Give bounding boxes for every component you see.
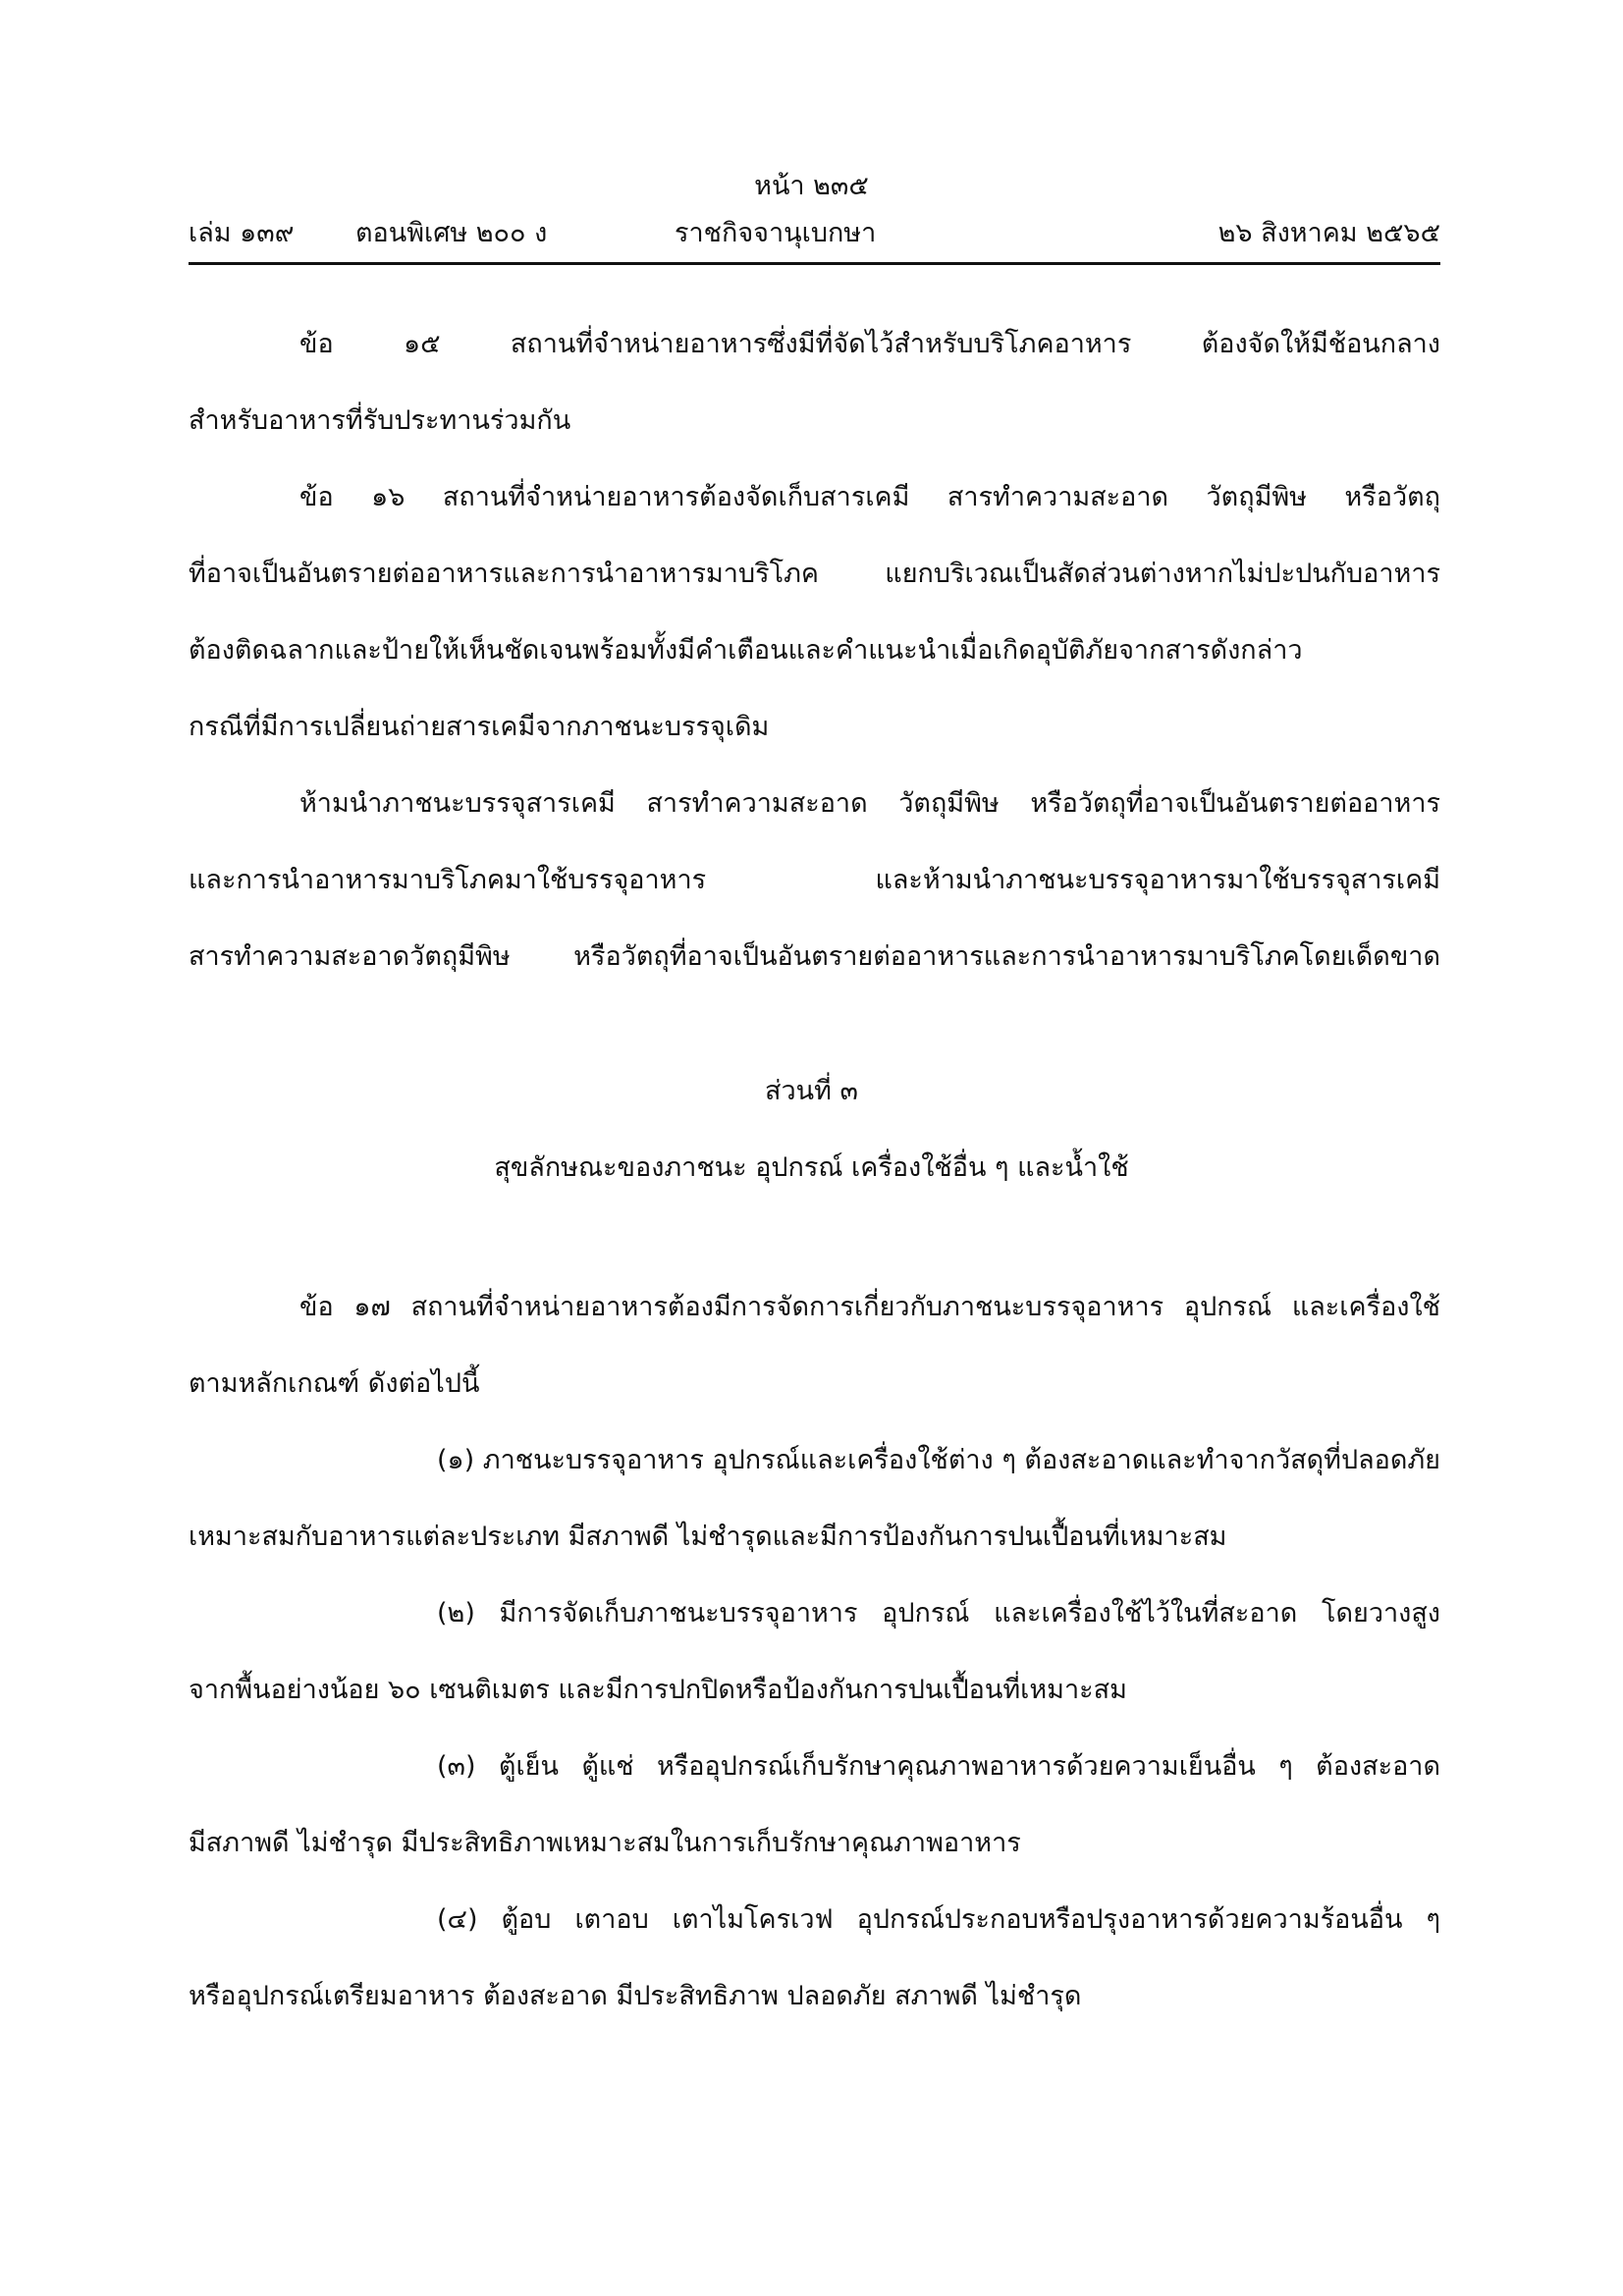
item-4-line-2: หรืออุปกรณ์เตรียมอาหาร ต้องสะอาด มีประสิทธิภาพ ปลอดภัย สภาพดี ไม่ชำรุด [189,1981,1082,2011]
page-number: หน้า ๒๓๕ [754,171,869,201]
item-1-line-2: เหมาะสมกับอาหารแต่ละประเภท มีสภาพดี ไม่ชำรุดและมีการป้องกันการปนเปื้อนที่เหมาะสม [189,1522,1227,1552]
volume-number: เล่ม ๑๓๙ [189,218,295,248]
running-header [189,214,1440,255]
section-number: ส่วนที่ ๓ [765,1076,858,1106]
section-title: สุขลักษณะของภาชนะ อุปกรณ์ เครื่องใช้อื่น ๆ และน้ำใช้ [494,1152,1129,1183]
clause-16-line-1: ข้อ ๑๖ สถานที่จำหน่ายอาหารต้องจัดเก็บสารเคมี สารทำความสะอาด วัตถุมีพิษ หรือวัตถุ [299,482,1440,512]
publication-date: ๒๖ สิงหาคม ๒๕๖๕ [1217,218,1440,248]
clause-17-line-2: ตามหลักเกณฑ์ ดังต่อไปนี้ [189,1368,480,1399]
item-3-line-1: (๓) ตู้เย็น ตู้แช่ หรืออุปกรณ์เก็บรักษาคุณภาพอาหารด้วยความเย็นอื่น ๆ ต้องสะอาด [437,1751,1440,1782]
header-rule [189,262,1440,265]
clause-16-line-4: กรณีที่มีการเปลี่ยนถ่ายสารเคมีจากภาชนะบรรจุเดิม [189,712,770,742]
item-1-line-1: (๑) ภาชนะบรรจุอาหาร อุปกรณ์และเครื่องใช้ต่าง ๆ ต้องสะอาดและทำจากวัสดุที่ปลอดภัย [437,1445,1440,1475]
item-3-line-2: มีสภาพดี ไม่ชำรุด มีประสิทธิภาพเหมาะสมในการเก็บรักษาคุณภาพอาหาร [189,1828,1021,1858]
clause-15-line-2: สำหรับอาหารที่รับประทานร่วมกัน [189,405,571,436]
clause-16b-line-2: และการนำอาหารมาบริโภคมาใช้บรรจุอาหาร และห้ามนำภาชนะบรรจุอาหารมาใช้บรรจุสารเคมี [189,865,1440,895]
clause-15-line-1: ข้อ ๑๕ สถานที่จำหน่ายอาหารซึ่งมีที่จัดไว้สำหรับบริโภคอาหาร ต้องจัดให้มีช้อนกลาง [299,329,1440,359]
item-2-line-1: (๒) มีการจัดเก็บภาชนะบรรจุอาหาร อุปกรณ์ และเครื่องใช้ไว้ในที่สะอาด โดยวางสูง [437,1598,1440,1629]
issue-number: ตอนพิเศษ ๒๐๐ ง [355,218,548,248]
item-2-line-2: จากพื้นอย่างน้อย ๖๐ เซนติเมตร และมีการปกปิดหรือป้องกันการปนเปื้อนที่เหมาะสม [189,1675,1127,1705]
clause-16-line-2: ที่อาจเป็นอันตรายต่ออาหารและการนำอาหารมาบริโภค แยกบริเวณเป็นสัดส่วนต่างหากไม่ปะปนกับอาหาร [189,559,1440,589]
clause-17-line-1: ข้อ ๑๗ สถานที่จำหน่ายอาหารต้องมีการจัดการเกี่ยวกับภาชนะบรรจุอาหาร อุปกรณ์ และเครื่องใช้ [299,1292,1440,1322]
clause-16b-line-3: สารทำความสะอาดวัตถุมีพิษ หรือวัตถุที่อาจเป็นอันตรายต่ออาหารและการนำอาหารมาบริโภคโดยเด็ดขาด [189,941,1440,972]
clause-16-line-3: ต้องติดฉลากและป้ายให้เห็นชัดเจนพร้อมทั้งมีคำเตือนและคำแนะนำเมื่อเกิดอุบัติภัยจากสารดังกล่าว [189,635,1303,666]
item-4-line-1: (๔) ตู้อบ เตาอบ เตาไมโครเวฟ อุปกรณ์ประกอบหรือปรุงอาหารด้วยความร้อนอื่น ๆ [437,1904,1440,1935]
gazette-name: ราชกิจจานุเบกษา [675,218,877,248]
clause-16b-line-1: ห้ามนำภาชนะบรรจุสารเคมี สารทำความสะอาด วัตถุมีพิษ หรือวัตถุที่อาจเป็นอันตรายต่ออาหาร [299,788,1440,819]
